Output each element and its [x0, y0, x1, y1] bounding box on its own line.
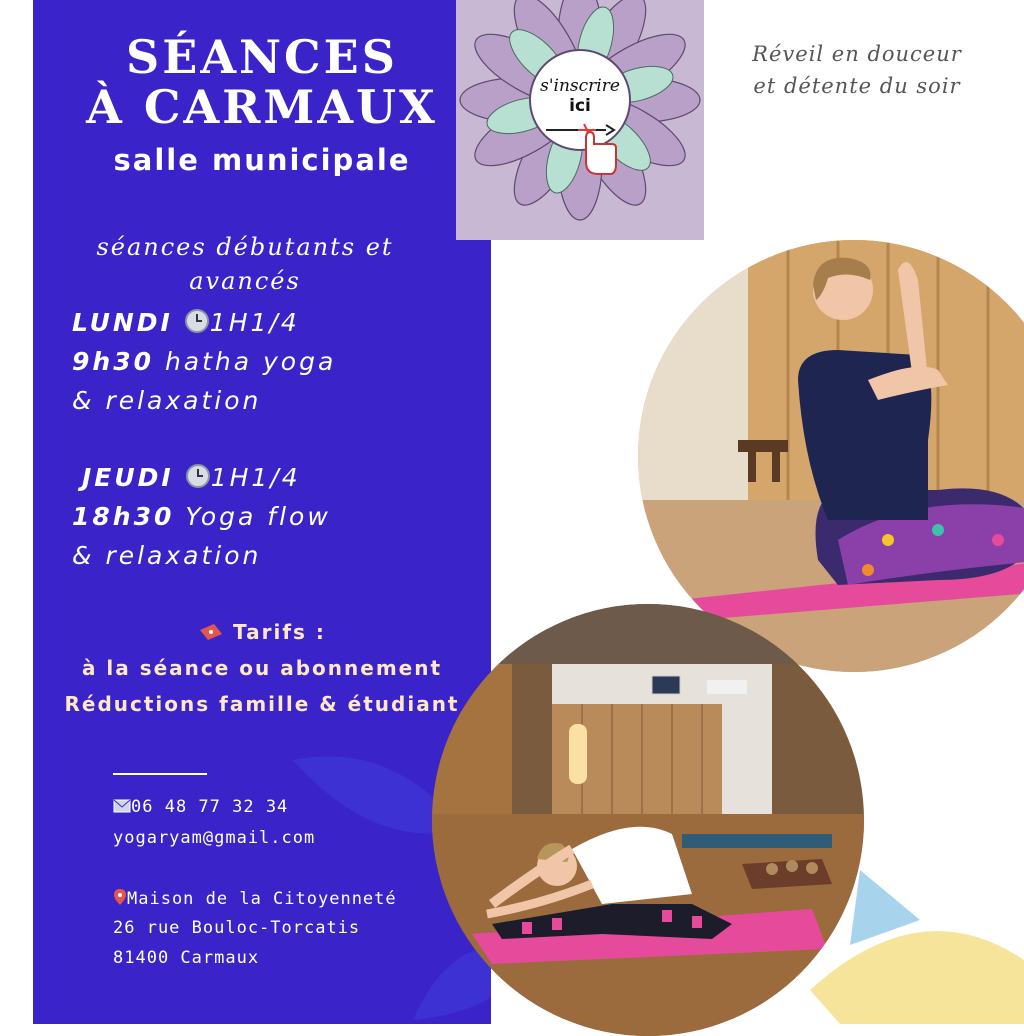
pin-icon	[113, 888, 127, 906]
venue-name: Maison de la Citoyenneté	[127, 889, 397, 909]
phone-row	[113, 797, 288, 817]
monday-class: hatha yoga	[164, 347, 337, 376]
pricing-title-row	[33, 620, 491, 644]
thursday-time: 18h30	[72, 502, 175, 531]
monday-duration: 1H1/4	[209, 308, 300, 337]
photo-seated-pose-image	[638, 240, 1024, 672]
title-line-2: À CARMAUX	[86, 80, 438, 134]
pointing-hand-icon	[544, 118, 624, 178]
thursday-day: JEUDI	[82, 463, 174, 492]
title-line-1: SÉANCES	[126, 30, 398, 84]
email-address[interactable]: yogaryam@gmail.com	[113, 828, 316, 848]
monday-day-row	[72, 308, 300, 337]
photo-seated-pose	[638, 240, 1024, 672]
tagline-line-1: Réveil en douceur	[752, 42, 962, 66]
levels-line-2: avancés	[189, 267, 301, 295]
phone-number[interactable]: 06 48 77 32 34	[131, 797, 289, 817]
subtitle: salle municipale	[113, 143, 411, 177]
thursday-class-row	[72, 502, 331, 531]
monday-class-row	[72, 347, 336, 376]
thursday-class: Yoga flow	[185, 502, 331, 531]
monday-extra: & relaxation	[72, 386, 262, 415]
levels-text	[60, 230, 430, 298]
venue-city: 81400 Carmaux	[113, 948, 260, 968]
pricing-title: Tarifs :	[233, 620, 326, 644]
pricing-line-2: Réductions famille & étudiant	[64, 692, 460, 716]
ticket-icon	[198, 622, 224, 642]
monday-day: LUNDI	[72, 308, 173, 337]
clock-icon	[184, 308, 210, 334]
envelope-icon	[113, 799, 131, 813]
photo-stretch-pose-image	[432, 604, 864, 1036]
thursday-duration: 1H1/4	[210, 463, 301, 492]
venue-street: 26 rue Bouloc-Torcatis	[113, 918, 361, 938]
signup-button[interactable]	[456, 0, 704, 240]
levels-line-1: séances débutants et	[96, 233, 394, 261]
signup-text-line-1: s'inscrire	[540, 76, 620, 96]
thursday-day-row	[82, 463, 301, 492]
tagline-line-2: et détente du soir	[753, 74, 961, 98]
monday-time: 9h30	[72, 347, 154, 376]
venue-row	[113, 888, 397, 909]
thursday-extra: & relaxation	[72, 541, 262, 570]
signup-text-line-2: ici	[569, 96, 591, 116]
divider	[113, 773, 207, 775]
photo-stretch-pose	[432, 604, 864, 1036]
clock-icon	[185, 463, 211, 489]
pricing-line-1: à la séance ou abonnement	[81, 656, 443, 680]
